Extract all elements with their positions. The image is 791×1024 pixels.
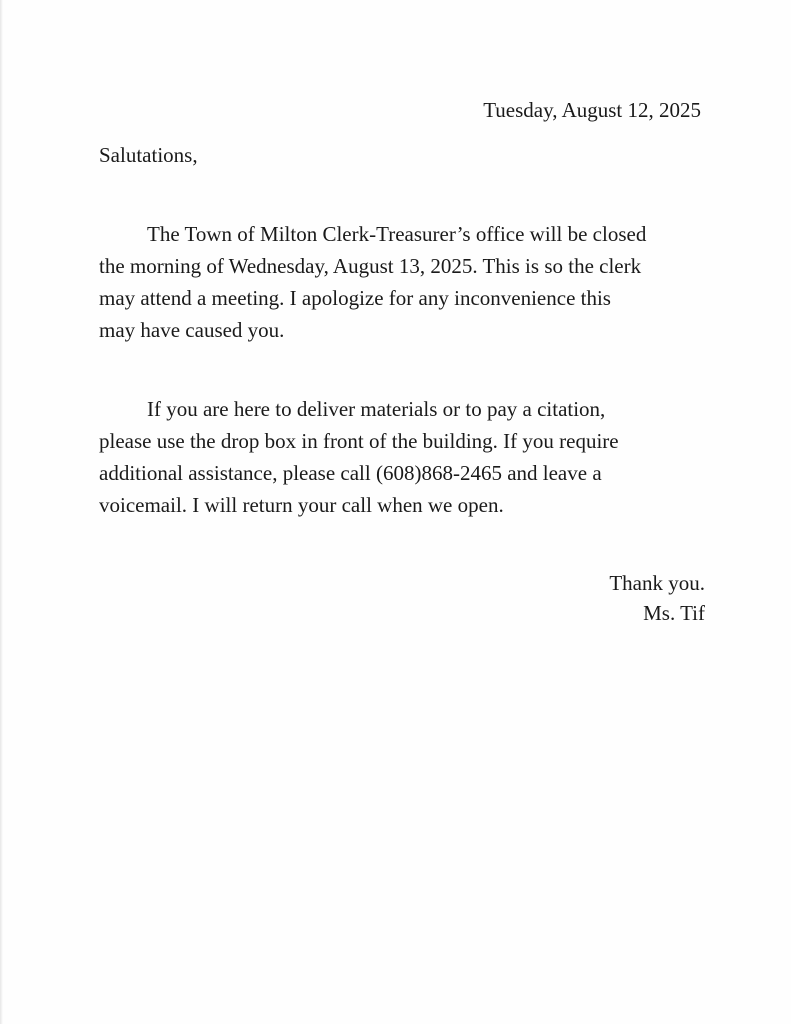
closing-block (500, 568, 705, 628)
paragraph-line: may attend a meeting. I apologize for any inconvenience this (99, 286, 611, 310)
paragraph-line: The Town of Milton Clerk-Treasurer’s office will be closed (147, 222, 647, 246)
closing-text: Thank you. (609, 571, 705, 595)
paragraph-closure-notice (99, 218, 699, 346)
paragraph-line: voicemail. I will return your call when we open. (99, 493, 504, 517)
letter-date: Tuesday, August 12, 2025 (483, 98, 701, 122)
paragraph-instructions (99, 393, 699, 521)
paragraph-line: additional assistance, please call (608)868-2465 and leave a (99, 461, 602, 485)
salutation: Salutations, (99, 143, 198, 167)
paragraph-line: If you are here to deliver materials or to pay a citation, (147, 397, 606, 421)
paragraph-line: please use the drop box in front of the building. If you require (99, 429, 619, 453)
signature: Ms. Tif (643, 601, 705, 625)
paragraph-line: the morning of Wednesday, August 13, 2025. This is so the clerk (99, 254, 642, 278)
scan-edge (0, 0, 3, 1024)
paragraph-line: may have caused you. (99, 318, 285, 342)
